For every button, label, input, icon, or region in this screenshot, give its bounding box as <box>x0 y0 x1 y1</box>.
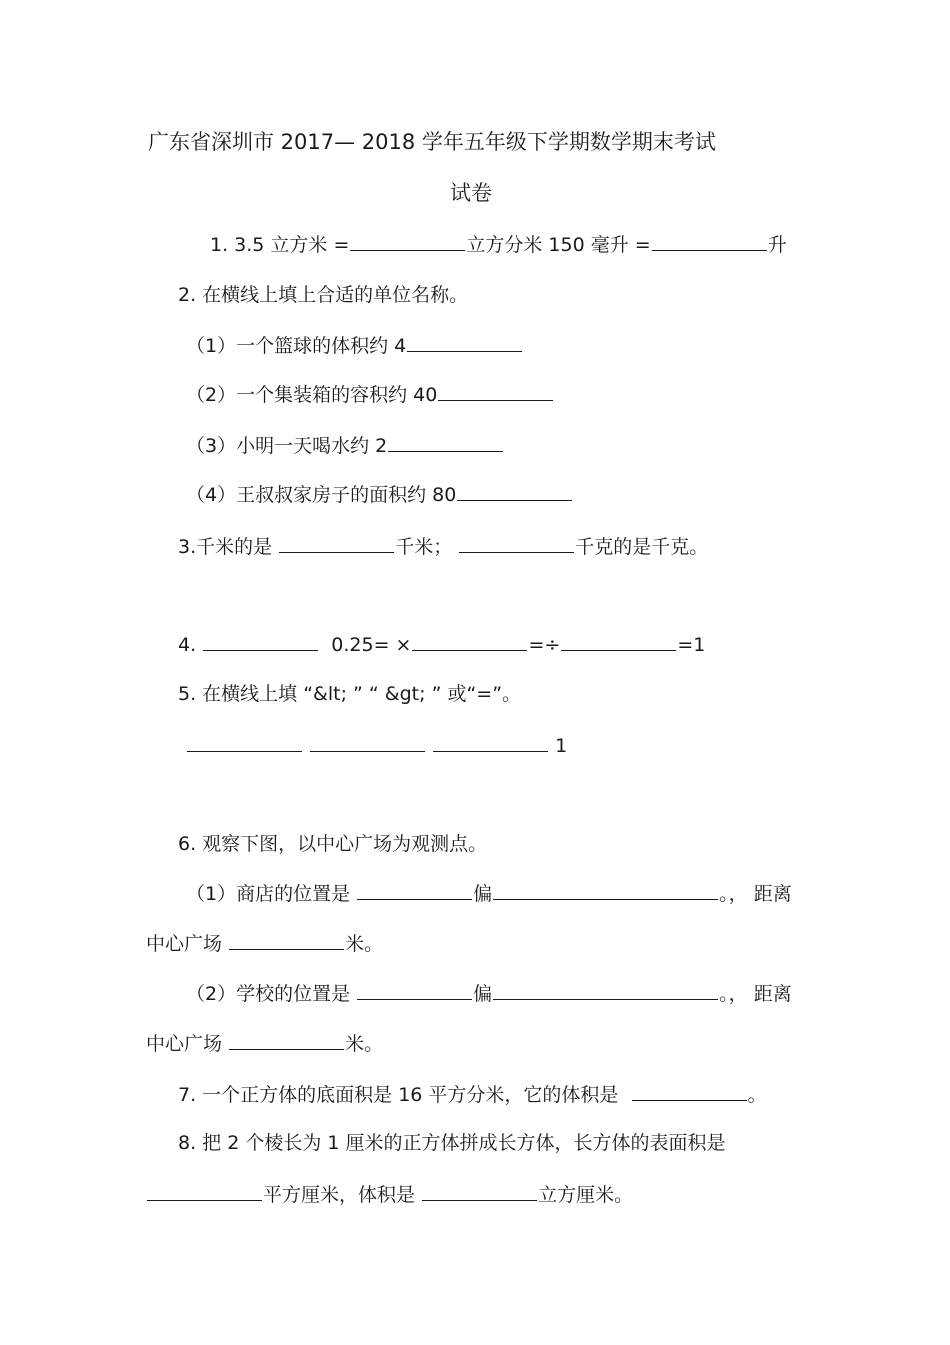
answer-blank[interactable] <box>438 382 553 401</box>
question-2-sub-2: （2）一个集装箱的容积约 40 <box>186 382 554 407</box>
answer-blank[interactable] <box>310 733 425 752</box>
question-8-cont: 平方厘米，体积是 立方厘米。 <box>146 1182 633 1207</box>
question-6-stem: 6. 观察下图，以中心广场为观测点。 <box>178 833 488 855</box>
answer-blank[interactable] <box>229 931 344 950</box>
answer-blank[interactable] <box>493 881 718 900</box>
answer-blank[interactable] <box>459 534 574 553</box>
answer-blank[interactable] <box>388 433 503 452</box>
question-6-sub-2: （2）学校的位置是 偏 。， 距离 <box>186 983 792 1005</box>
question-2-stem: 2. 在横线上填上合适的单位名称。 <box>178 284 469 306</box>
answer-blank[interactable] <box>457 482 572 501</box>
question-3: 3.千米的是 千米； 千克的是千克。 <box>178 536 709 558</box>
answer-blank[interactable] <box>357 981 472 1000</box>
exam-title-line2 <box>450 181 492 205</box>
answer-blank[interactable] <box>493 981 718 1000</box>
answer-blank[interactable] <box>350 232 465 251</box>
answer-blank[interactable] <box>632 1082 747 1101</box>
question-1: 1. 3.5 立方米 = 立方分米 150 毫升 = 升 <box>210 234 787 256</box>
answer-blank[interactable] <box>422 1182 537 1201</box>
question-4: 4. 0.25= × =÷ =1 <box>178 634 706 656</box>
answer-blank[interactable] <box>229 1031 344 1050</box>
question-8: 8. 把 2 个棱长为 1 厘米的正方体拼成长方体，长方体的表面积是 <box>178 1132 726 1154</box>
answer-blank[interactable] <box>407 333 522 352</box>
question-6-sub-1-cont: 中心广场 米。 <box>146 933 384 955</box>
question-5-stem: 5. 在横线上填 “&lt; ” “ &gt; ” 或“=”。 <box>178 683 522 705</box>
answer-blank[interactable] <box>279 534 394 553</box>
exam-title-suffix: 试卷 <box>450 181 492 205</box>
exam-title-line1 <box>148 130 716 154</box>
question-2-sub-1: （1）一个篮球的体积约 4 <box>186 333 523 358</box>
question-6-sub-2-cont: 中心广场 米。 <box>146 1033 384 1055</box>
answer-blank[interactable] <box>412 632 527 651</box>
answer-blank[interactable] <box>357 881 472 900</box>
answer-blank[interactable] <box>203 632 318 651</box>
question-7: 7. 一个正方体的底面积是 16 平方分米，它的体积是 。 <box>178 1084 767 1106</box>
answer-blank[interactable] <box>561 632 676 651</box>
answer-blank[interactable] <box>652 232 767 251</box>
answer-blank[interactable] <box>147 1182 262 1201</box>
question-5-blanks: 1 <box>186 733 567 758</box>
exam-title: 广东省深圳市 2017— 2018 学年五年级下学期数学期末考试 <box>148 130 716 154</box>
question-2-sub-3: （3）小明一天喝水约 2 <box>186 433 504 458</box>
question-2-sub-4: （4）王叔叔家房子的面积约 80 <box>186 482 573 507</box>
answer-blank[interactable] <box>187 733 302 752</box>
question-6-sub-1: （1）商店的位置是 偏 。， 距离 <box>186 883 792 905</box>
answer-blank[interactable] <box>433 733 548 752</box>
